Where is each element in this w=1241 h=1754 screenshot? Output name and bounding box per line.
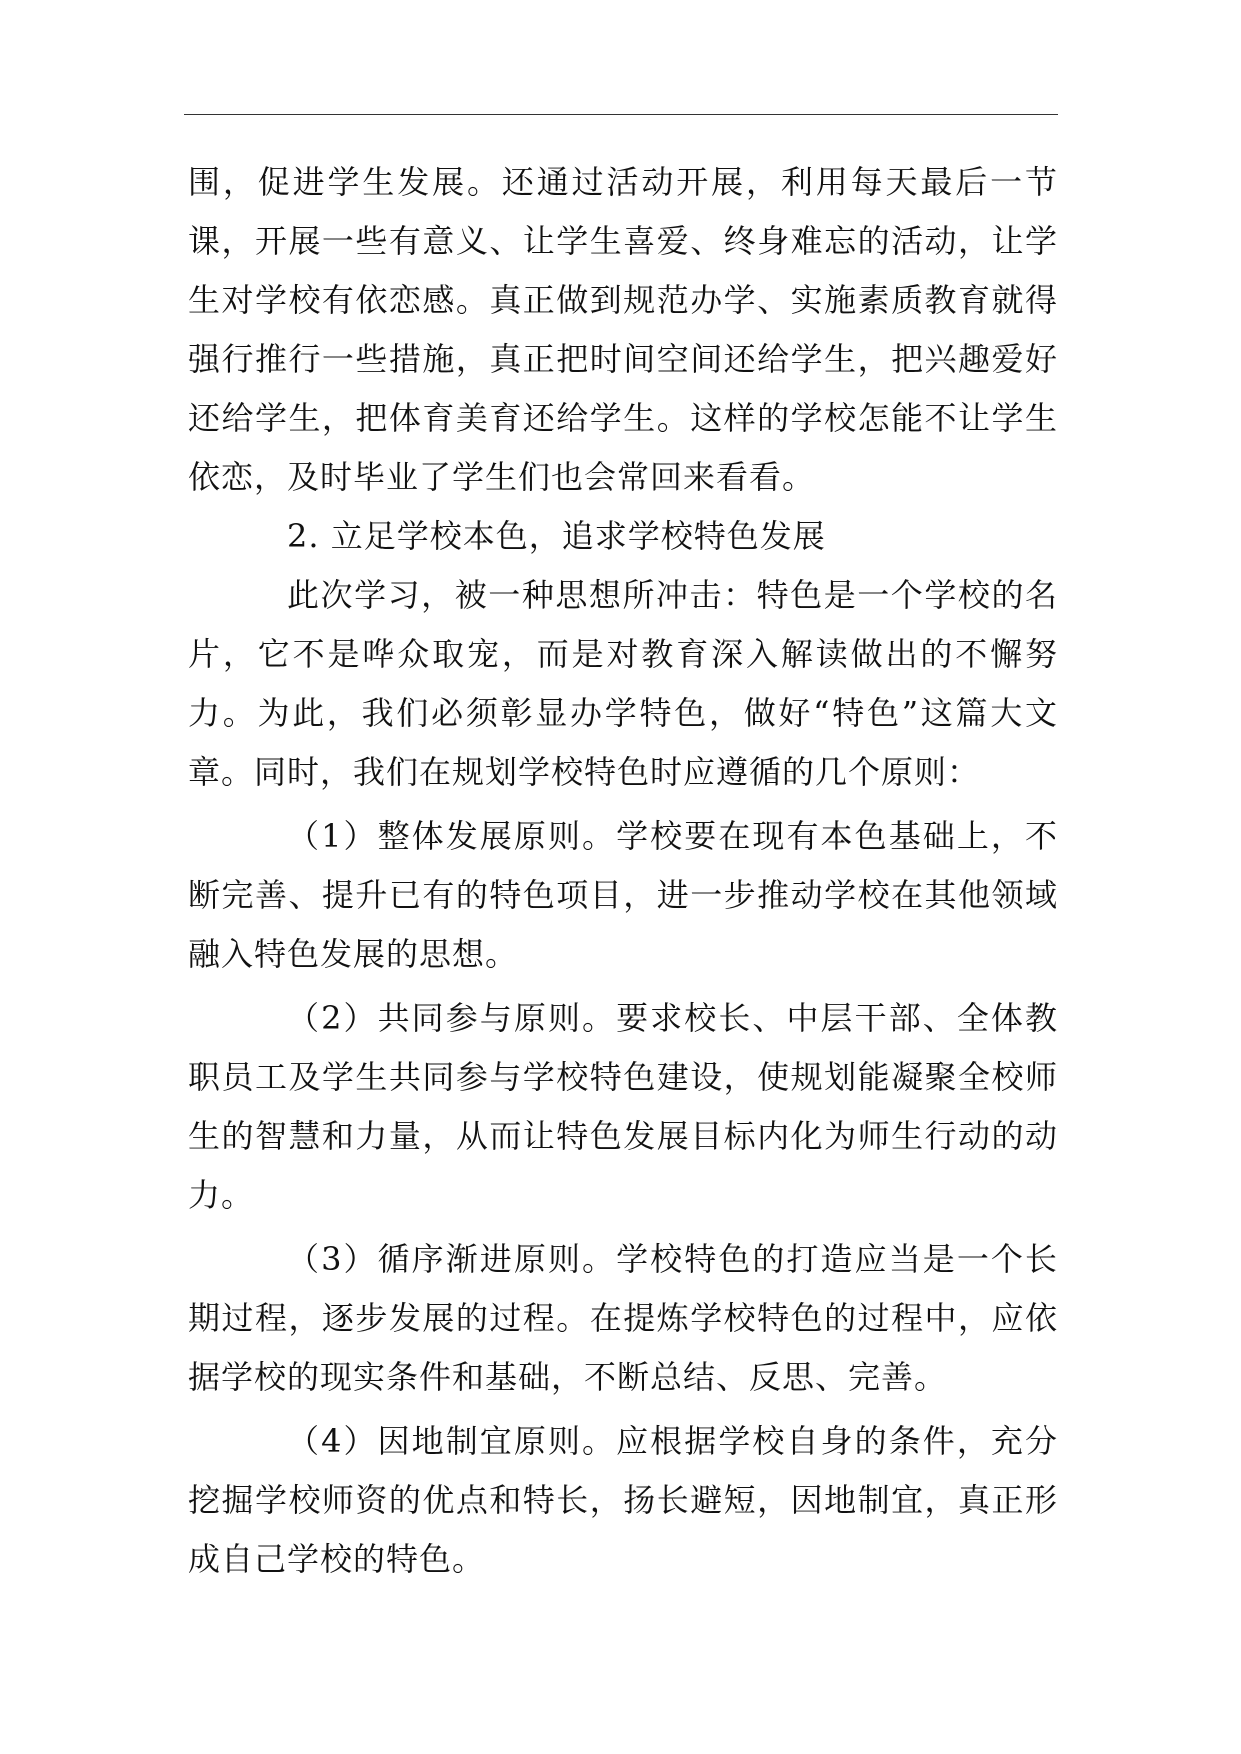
principle-item-3: （3）循序渐进原则。学校特色的打造应当是一个长期过程，逐步发展的过程。在提炼学校特色的过程中，应依据学校的现实条件和基础，不断总结、反思、完善。 [188, 1240, 1058, 1396]
principle-item-1: （1）整体发展原则。学校要在现有本色基础上，不断完善、提升已有的特色项目，进一步推动学校在其他领域融入特色发展的思想。 [188, 817, 1058, 973]
page-body [188, 153, 1058, 1589]
paragraph-intro: 此次学习，被一种思想所冲击：特色是一个学校的名片，它不是哗众取宠，而是对教育深入解读做出的不懈努力。为此，我们必须彰显办学特色，做好“特色”这篇大文章。同时，我们在规划学校特色时应遵循的几个原则： [188, 576, 1058, 791]
principle-item-2: （2）共同参与原则。要求校长、中层干部、全体教职员工及学生共同参与学校特色建设，使规划能凝聚全校师生的智慧和力量，从而让特色发展目标内化为师生行动的动力。 [188, 999, 1058, 1214]
principle-item-4: （4）因地制宜原则。应根据学校自身的条件，充分挖掘学校师资的优点和特长，扬长避短，因地制宜，真正形成自己学校的特色。 [188, 1422, 1058, 1578]
paragraph-continuation: 围，促进学生发展。还通过活动开展，利用每天最后一节课，开展一些有意义、让学生喜爱、终身难忘的活动，让学生对学校有依恋感。真正做到规范办学、实施素质教育就得强行推行一些措施，真正把时间空间还给学生，把兴趣爱好还给学生，把体育美育还给学生。这样的学校怎能不让学生依恋，及时毕业了学生们也会常回来看看。 [188, 163, 1058, 496]
header-rule [184, 114, 1058, 115]
section-heading: 2. 立足学校本色，追求学校特色发展 [287, 517, 826, 555]
